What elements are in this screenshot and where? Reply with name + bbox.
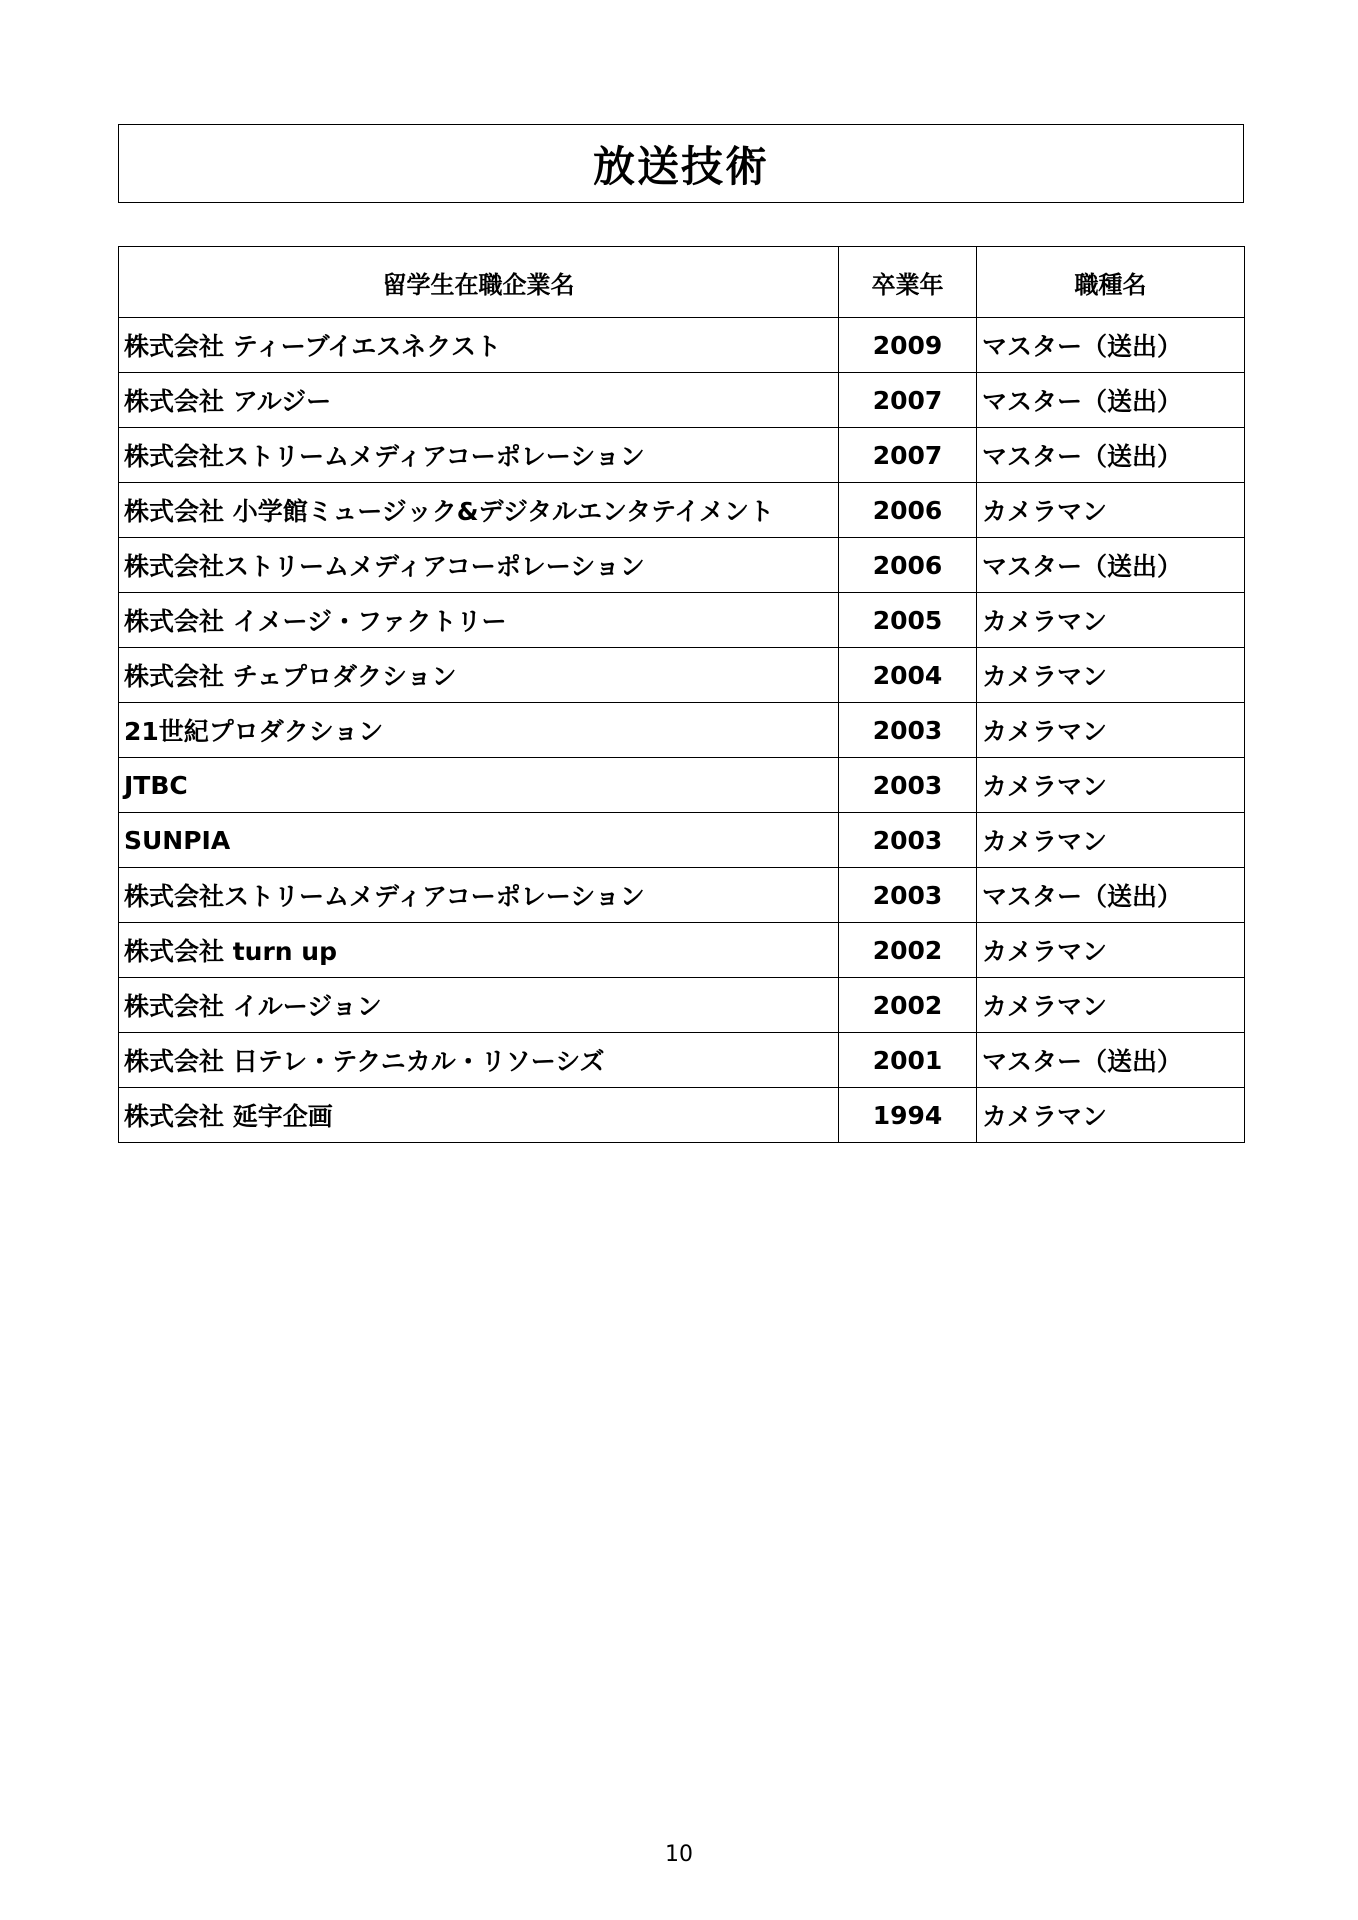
job-cell: カメラマン: [977, 703, 1245, 758]
company-cell: 株式会社 イルージョン: [119, 978, 839, 1033]
year-cell: 1994: [839, 1088, 977, 1143]
company-cell: 株式会社 アルジー: [119, 373, 839, 428]
table-row: [119, 813, 1245, 868]
table-row: [119, 868, 1245, 923]
year-cell: 2003: [839, 758, 977, 813]
company-cell: 株式会社ストリームメディアコーポレーション: [119, 868, 839, 923]
company-cell: 株式会社 小学館ミュージック&デジタルエンタテイメント: [119, 483, 839, 538]
job-cell: マスター（送出）: [977, 868, 1245, 923]
job-cell: マスター（送出）: [977, 428, 1245, 483]
job-cell: カメラマン: [977, 1088, 1245, 1143]
company-cell: 株式会社ストリームメディアコーポレーション: [119, 428, 839, 483]
alumni-table: [118, 246, 1245, 1143]
company-cell: 株式会社 チェプロダクション: [119, 648, 839, 703]
header-job: 職種名: [977, 247, 1245, 318]
table-row: [119, 703, 1245, 758]
table-row: [119, 1033, 1245, 1088]
job-cell: マスター（送出）: [977, 318, 1245, 373]
table-row: [119, 593, 1245, 648]
year-cell: 2005: [839, 593, 977, 648]
year-cell: 2001: [839, 1033, 977, 1088]
table-row: [119, 648, 1245, 703]
company-cell: 株式会社 日テレ・テクニカル・リソーシズ: [119, 1033, 839, 1088]
job-cell: カメラマン: [977, 593, 1245, 648]
company-cell: 株式会社 ティーブイエスネクスト: [119, 318, 839, 373]
header-company: 留学生在職企業名: [119, 247, 839, 318]
job-cell: カメラマン: [977, 978, 1245, 1033]
table-row: [119, 923, 1245, 978]
year-cell: 2007: [839, 373, 977, 428]
job-cell: カメラマン: [977, 758, 1245, 813]
company-cell: JTBC: [119, 758, 839, 813]
year-cell: 2003: [839, 813, 977, 868]
header-year: 卒業年: [839, 247, 977, 318]
year-cell: 2006: [839, 483, 977, 538]
year-cell: 2003: [839, 703, 977, 758]
company-cell: SUNPIA: [119, 813, 839, 868]
year-cell: 2003: [839, 868, 977, 923]
year-cell: 2006: [839, 538, 977, 593]
year-cell: 2007: [839, 428, 977, 483]
year-cell: 2002: [839, 978, 977, 1033]
table-row: [119, 758, 1245, 813]
table-row: [119, 1088, 1245, 1143]
company-cell: 株式会社 延宇企画: [119, 1088, 839, 1143]
job-cell: カメラマン: [977, 923, 1245, 978]
year-cell: 2009: [839, 318, 977, 373]
job-cell: カメラマン: [977, 648, 1245, 703]
job-cell: マスター（送出）: [977, 1033, 1245, 1088]
company-cell: 株式会社 turn up: [119, 923, 839, 978]
table-row: [119, 428, 1245, 483]
job-cell: マスター（送出）: [977, 373, 1245, 428]
job-cell: カメラマン: [977, 483, 1245, 538]
company-cell: 21世紀プロダクション: [119, 703, 839, 758]
year-cell: 2002: [839, 923, 977, 978]
table-row: [119, 483, 1245, 538]
title-box: [118, 124, 1244, 203]
table-row: [119, 978, 1245, 1033]
company-cell: 株式会社 イメージ・ファクトリー: [119, 593, 839, 648]
table-row: [119, 538, 1245, 593]
job-cell: カメラマン: [977, 813, 1245, 868]
year-cell: 2004: [839, 648, 977, 703]
page-number: 10: [665, 1842, 693, 1867]
job-cell: マスター（送出）: [977, 538, 1245, 593]
table-header-row: [119, 247, 1245, 318]
table-row: [119, 373, 1245, 428]
company-cell: 株式会社ストリームメディアコーポレーション: [119, 538, 839, 593]
page-title: 放送技術: [592, 141, 769, 191]
table-row: [119, 318, 1245, 373]
